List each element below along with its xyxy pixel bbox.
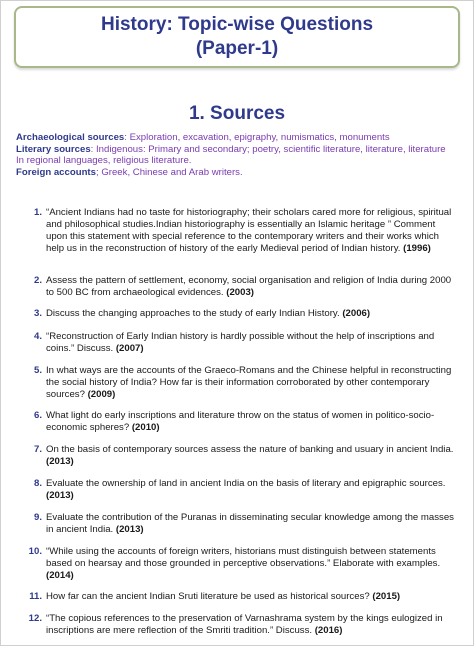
question-text: “Ancient Indians had no taste for historiography; their scholars cared more for religious, spiritual and philosophical studies.Indian historiography is essentially an Islamic heritage ” Comment upon this statement with special reference to the contemporary writers and their works which help us in the reconstruction of history of the early Medieval period of Indian history. xyxy=(46,207,452,254)
archaeological-sources-text: Exploration, excavation, epigraphy, numismatics, monuments xyxy=(129,132,390,143)
question-text: On the basis of contemporary sources assess the nature of banking and usuary in ancient India. xyxy=(46,444,454,455)
question-year: (1996) xyxy=(403,243,431,254)
question-year: (2009) xyxy=(87,389,116,400)
question-text-wrap xyxy=(46,546,456,582)
question-year: (2013) xyxy=(46,490,74,501)
question-number: 9. xyxy=(33,512,42,523)
question-text-wrap xyxy=(46,444,456,468)
foreign-accounts-line xyxy=(16,167,456,179)
question-text: Assess the pattern of settlement, economy, social organisation and religion of India during 2000 to 500 BC from archaeological evidences. xyxy=(46,275,452,298)
question-number: 3. xyxy=(33,308,42,319)
question-number: 2. xyxy=(33,275,42,286)
question-text: “Reconstruction of Early Indian history is hardly possible without the help of inscriptions and coins.” Discuss. xyxy=(46,331,435,354)
question-text-wrap xyxy=(46,613,456,637)
question-number: 8. xyxy=(33,478,42,489)
question-text: Discuss the changing approaches to the study of early Indian History. xyxy=(46,308,343,319)
sources-summary xyxy=(16,132,456,178)
question-text-wrap xyxy=(46,275,456,299)
foreign-accounts-label: Foreign accounts xyxy=(16,166,96,178)
page-subtitle: (Paper-1) xyxy=(195,38,279,59)
question-text: How far can the ancient Indian Sruti literature be used as historical sources? xyxy=(46,591,373,602)
title-box xyxy=(14,6,460,68)
question-text-wrap xyxy=(46,410,456,434)
question-year: (2015) xyxy=(372,591,401,602)
question-number: 1. xyxy=(33,207,42,218)
question-text: Evaluate the ownership of land in ancient India on the basis of literary and epigraphic sources. xyxy=(46,478,446,489)
question-number: 12. xyxy=(28,613,42,624)
question-number: 10. xyxy=(28,546,42,557)
question-year: (2013) xyxy=(46,456,74,467)
question-year: (2014) xyxy=(46,570,74,581)
question-year: (2010) xyxy=(131,422,160,433)
question-year: (2006) xyxy=(342,308,371,319)
foreign-accounts-text: Greek, Chinese and Arab writers. xyxy=(101,166,243,178)
archaeological-sources-line xyxy=(16,132,456,144)
question-text: Evaluate the contribution of the Puranas in disseminating secular knowledge among the masses in ancient India. xyxy=(46,512,454,535)
question-text-wrap xyxy=(46,207,456,255)
question-text-wrap xyxy=(46,512,456,536)
literary-sources-line xyxy=(16,144,456,167)
question-year: (2016) xyxy=(314,625,343,636)
section-heading: 1. Sources xyxy=(188,103,286,124)
question-text-wrap xyxy=(46,331,456,355)
question-number: 5. xyxy=(33,365,42,376)
question-text-wrap xyxy=(46,591,456,603)
question-year: (2013) xyxy=(115,524,144,535)
question-text: In what ways are the accounts of the Graeco-Romans and the Chinese helpful in reconstructing the social history of India? How far is their information corroborated by other contemporary sources? xyxy=(46,365,452,400)
archaeological-separator: : xyxy=(124,132,130,143)
question-number: 6. xyxy=(33,410,42,421)
question-text: What light do early inscriptions and literature throw on the status of women in politico-socio- economic spheres? xyxy=(46,410,435,433)
question-text-wrap xyxy=(46,308,456,320)
archaeological-sources-label: Archaeological sources xyxy=(16,132,125,143)
question-number: 11. xyxy=(29,591,42,602)
foreign-separator: ; xyxy=(95,166,102,178)
question-number: 7. xyxy=(33,444,42,455)
question-number: 4. xyxy=(33,331,42,342)
question-year: (2003) xyxy=(226,287,254,298)
page-title: History: Topic-wise Questions xyxy=(100,14,374,35)
literary-separator: : xyxy=(90,143,96,155)
question-text: “While using the accounts of foreign writers, historians must distinguish between statements based on hearsay and those grounded in perceptive observations.” Elaborate with examples. xyxy=(46,546,441,569)
question-text-wrap xyxy=(46,365,456,401)
question-text: “The copious references to the preservation of Varnashrama system by the kings eulogized in inscriptions are mere reflection of the Smriti tradition.” Discuss. xyxy=(46,613,443,636)
question-text-wrap xyxy=(46,478,456,502)
literary-sources-label: Literary sources xyxy=(16,143,91,155)
literary-sources-text: Indigenous: Primary and secondary; poetry, scientific literature, literature, literature In regional languages, religious literature. xyxy=(16,143,446,166)
question-year: (2007) xyxy=(115,343,144,354)
